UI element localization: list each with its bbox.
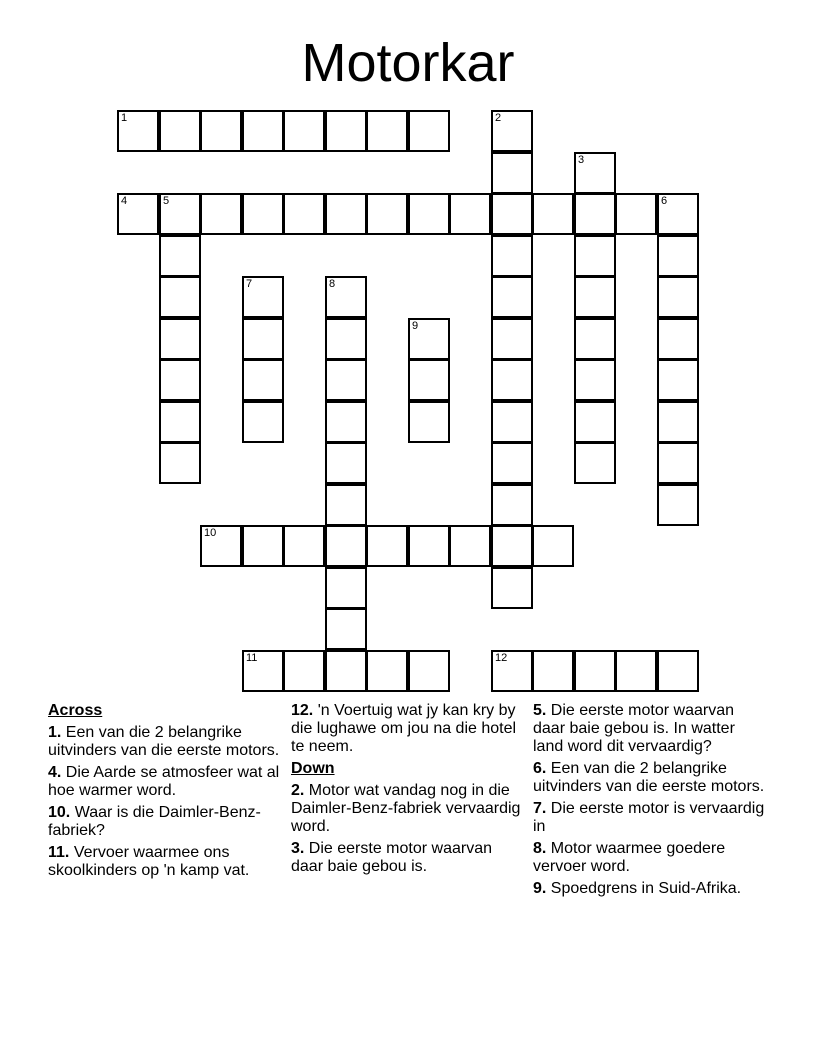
grid-cell[interactable] — [159, 276, 201, 318]
cell-number: 4 — [121, 195, 128, 207]
grid-cell[interactable] — [657, 193, 699, 235]
clue-across-10 — [48, 804, 284, 840]
grid-cell[interactable] — [449, 193, 491, 235]
clue-number: 10. — [48, 804, 71, 821]
grid-cell[interactable] — [283, 525, 325, 567]
grid-cell[interactable] — [325, 567, 367, 609]
clue-text: Die eerste motor is vervaardig in — [533, 800, 765, 835]
grid-cell[interactable] — [491, 650, 533, 692]
grid-cell[interactable] — [532, 650, 574, 692]
grid-cell[interactable] — [325, 110, 367, 152]
grid-cell[interactable] — [242, 276, 284, 318]
grid-cell[interactable] — [325, 650, 367, 692]
grid-cell[interactable] — [200, 110, 242, 152]
grid-cell[interactable] — [491, 110, 533, 152]
clue-number: 8. — [533, 840, 547, 857]
grid-cell[interactable] — [366, 525, 408, 567]
grid-cell[interactable] — [574, 235, 616, 277]
grid-cell[interactable] — [159, 318, 201, 360]
grid-cell[interactable] — [657, 401, 699, 443]
grid-cell[interactable] — [242, 650, 284, 692]
grid-cell[interactable] — [200, 525, 242, 567]
across-heading: Across — [48, 702, 103, 719]
clue-down-5 — [533, 702, 769, 756]
clue-down-6 — [533, 760, 769, 796]
clue-column-1 — [48, 702, 284, 884]
grid-cell[interactable] — [408, 359, 450, 401]
clue-text: Spoedgrens in Suid-Afrika. — [550, 880, 742, 897]
grid-cell[interactable] — [574, 359, 616, 401]
grid-cell[interactable] — [532, 193, 574, 235]
grid-cell[interactable] — [325, 442, 367, 484]
grid-cell[interactable] — [657, 276, 699, 318]
cell-number: 11 — [246, 652, 258, 664]
grid-cell[interactable] — [366, 193, 408, 235]
grid-cell[interactable] — [159, 110, 201, 152]
grid-cell[interactable] — [325, 525, 367, 567]
grid-cell[interactable] — [283, 650, 325, 692]
grid-cell[interactable] — [325, 484, 367, 526]
cell-number: 9 — [412, 320, 419, 332]
grid-cell[interactable] — [408, 193, 450, 235]
puzzle-title: Motorkar — [301, 33, 515, 93]
grid-cell[interactable] — [325, 318, 367, 360]
grid-cell[interactable] — [242, 401, 284, 443]
cell-number: 5 — [163, 195, 170, 207]
grid-cell[interactable] — [159, 401, 201, 443]
clue-number: 2. — [291, 782, 305, 799]
clue-number: 11. — [48, 844, 70, 861]
grid-cell[interactable] — [159, 193, 201, 235]
cell-number: 6 — [661, 195, 668, 207]
grid-cell[interactable] — [574, 318, 616, 360]
grid-cell[interactable] — [491, 401, 533, 443]
grid-cell[interactable] — [159, 235, 201, 277]
grid-cell[interactable] — [408, 650, 450, 692]
grid-cell[interactable] — [574, 401, 616, 443]
grid-cell[interactable] — [491, 235, 533, 277]
grid-cell[interactable] — [657, 484, 699, 526]
clue-text: Waar is die Daimler-Benz-fabriek? — [48, 804, 261, 839]
down-heading: Down — [291, 760, 335, 777]
clue-number: 4. — [48, 764, 62, 781]
grid-cell[interactable] — [491, 567, 533, 609]
grid-cell[interactable] — [200, 193, 242, 235]
clue-across-12 — [291, 702, 527, 756]
grid-cell[interactable] — [615, 650, 657, 692]
clue-across-11 — [48, 844, 284, 880]
grid-cell[interactable] — [657, 650, 699, 692]
clue-text: Die eerste motor waarvan daar baie gebou is. — [291, 840, 492, 875]
cell-number: 12 — [495, 652, 508, 664]
grid-cell[interactable] — [366, 110, 408, 152]
grid-cell[interactable] — [283, 110, 325, 152]
grid-cell[interactable] — [449, 525, 491, 567]
grid-cell[interactable] — [657, 442, 699, 484]
clue-across-4 — [48, 764, 284, 800]
cell-number: 10 — [204, 527, 217, 539]
grid-cell[interactable] — [159, 442, 201, 484]
clue-number: 5. — [533, 702, 547, 719]
grid-cell[interactable] — [408, 110, 450, 152]
clue-text: Vervoer waarmee ons skoolkinders op 'n kamp vat. — [48, 844, 250, 879]
grid-cell[interactable] — [408, 401, 450, 443]
grid-cell[interactable] — [491, 318, 533, 360]
grid-cell[interactable] — [491, 484, 533, 526]
clue-text: Die eerste motor waarvan daar baie gebou is. In watter land word dit vervaardig? — [533, 702, 735, 755]
grid-cell[interactable] — [532, 525, 574, 567]
clue-down-9 — [533, 880, 769, 898]
cell-number: 7 — [246, 278, 253, 290]
grid-cell[interactable] — [491, 193, 533, 235]
grid-cell[interactable] — [325, 401, 367, 443]
clue-across-1 — [48, 724, 284, 760]
grid-cell[interactable] — [408, 525, 450, 567]
grid-cell[interactable] — [117, 193, 159, 235]
grid-cell[interactable] — [325, 276, 367, 318]
clue-number: 12. — [291, 702, 314, 719]
grid-cell[interactable] — [657, 359, 699, 401]
grid-cell[interactable] — [242, 110, 284, 152]
grid-cell[interactable] — [491, 359, 533, 401]
clue-text: Een van die 2 belangrike uitvinders van die eerste motors. — [533, 760, 765, 795]
grid-cell[interactable] — [491, 152, 533, 194]
grid-cell[interactable] — [366, 650, 408, 692]
cell-number: 8 — [329, 278, 336, 290]
grid-cell[interactable] — [657, 318, 699, 360]
grid-cell[interactable] — [574, 193, 616, 235]
clue-down-2 — [291, 782, 527, 836]
grid-cell[interactable] — [491, 525, 533, 567]
clue-down-7 — [533, 800, 769, 836]
grid-cell[interactable] — [242, 193, 284, 235]
grid-cell[interactable] — [325, 608, 367, 650]
grid-cell[interactable] — [283, 193, 325, 235]
grid-cell[interactable] — [117, 110, 159, 152]
clue-number: 3. — [291, 840, 305, 857]
clue-number: 9. — [533, 880, 547, 897]
cell-number: 1 — [121, 112, 128, 124]
grid-cell[interactable] — [242, 359, 284, 401]
clue-column-3 — [533, 702, 769, 902]
grid-cell[interactable] — [242, 525, 284, 567]
grid-cell[interactable] — [574, 650, 616, 692]
grid-cell[interactable] — [574, 152, 616, 194]
grid-cell[interactable] — [615, 193, 657, 235]
cell-number: 2 — [495, 112, 502, 124]
clue-text: Motor waarmee goedere vervoer word. — [533, 840, 726, 875]
grid-cell[interactable] — [574, 442, 616, 484]
clue-down-8 — [533, 840, 769, 876]
grid-cell[interactable] — [657, 235, 699, 277]
clue-number: 6. — [533, 760, 547, 777]
clue-text: Een van die 2 belangrike uitvinders van die eerste motors. — [48, 724, 280, 759]
clue-text: 'n Voertuig wat jy kan kry by die lughawe om jou na die hotel te neem. — [291, 702, 517, 755]
clue-column-2 — [291, 702, 527, 880]
grid-cell[interactable] — [408, 318, 450, 360]
grid-cell[interactable] — [242, 318, 284, 360]
clue-text: Die Aarde se atmosfeer wat al hoe warmer word. — [48, 764, 280, 799]
clue-number: 7. — [533, 800, 547, 817]
cell-number: 3 — [578, 154, 585, 166]
clue-number: 1. — [48, 724, 62, 741]
grid-cell[interactable] — [491, 442, 533, 484]
grid-cell[interactable] — [159, 359, 201, 401]
grid-cell[interactable] — [325, 359, 367, 401]
grid-cell[interactable] — [574, 276, 616, 318]
grid-cell[interactable] — [325, 193, 367, 235]
clue-text: Motor wat vandag nog in die Daimler-Benz-fabriek vervaardig word. — [291, 782, 521, 835]
clue-down-3 — [291, 840, 527, 876]
grid-cell[interactable] — [491, 276, 533, 318]
